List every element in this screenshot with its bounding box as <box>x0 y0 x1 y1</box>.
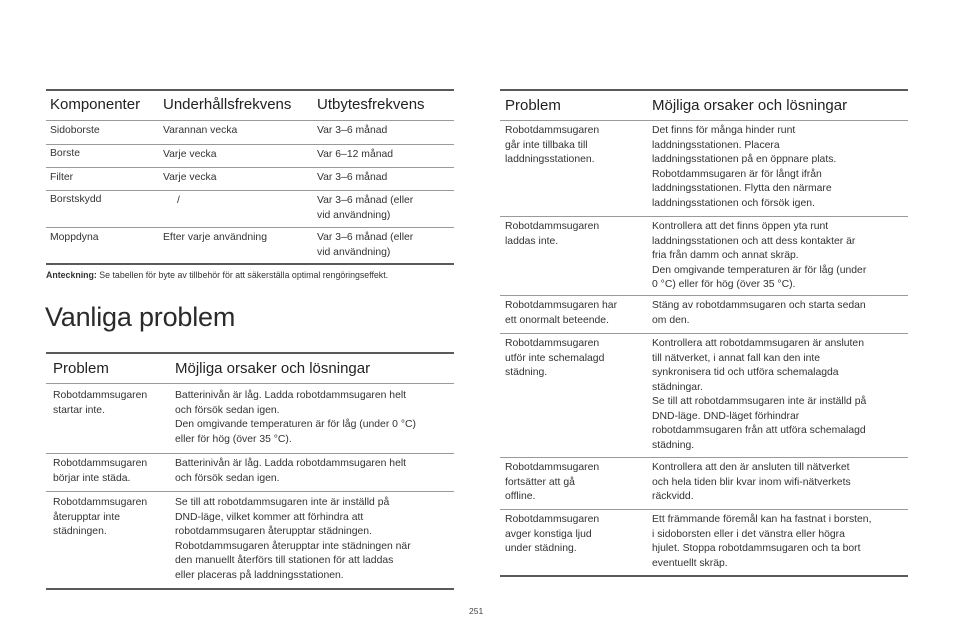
table-bottom-rule <box>46 588 454 590</box>
solution-cell: Kontrollera att den är ansluten till nätverket och hela tiden blir kvar inom wifi-nätverkets räckvidd. <box>652 462 851 502</box>
header-rule <box>46 383 454 384</box>
solution-cell: Stäng av robotdammsugaren och starta sedan om den. <box>652 300 866 326</box>
row-divider <box>46 144 454 145</box>
component-cell: Moppdyna <box>50 232 99 243</box>
solution-cell: Se till att robotdammsugaren inte är inställd på DND-läge, vilket kommer att förhindra att robotdammsugaren återupptar städningen. Robotdammsugaren återupptar inte städningen när den manuellt återförs till stationen för att laddas eller placeras på laddningsstationen. <box>175 497 411 581</box>
header-rule <box>46 120 454 121</box>
table-top-rule <box>500 89 908 91</box>
table-bottom-rule <box>46 263 454 265</box>
maintenance-cell: / <box>177 195 180 206</box>
section-title: Vanliga problem <box>45 302 236 332</box>
replacement-cell: Var 3–6 månad <box>317 172 388 183</box>
component-cell: Borstskydd <box>50 194 102 205</box>
replacement-cell: Var 3–6 månad <box>317 125 388 136</box>
solution-cell: Kontrollera att robotdammsugaren är ansluten till nätverket, i annat fall kan den inte synkronisera tid och utföra schemalagda städningar. Se till att robotdammsugaren inte är inställd på DND-läge. DND-läget förhindrar robotdammsugaren från att utföra schemalagd städning. <box>652 338 867 451</box>
solution-cell: Batterinivån är låg. Ladda robotdammsugaren helt och försök sedan igen. Den omgivande temperaturen är för låg (under 0 °C) eller för hög (över 35 °C). <box>175 390 416 445</box>
row-divider <box>500 333 908 334</box>
problem-cell: Robotdammsugaren avger konstiga ljud under städning. <box>505 514 600 554</box>
problem-cell: Robotdammsugaren utför inte schemalagd städning. <box>505 338 605 378</box>
problem-cell: Robotdammsugaren går inte tillbaka till laddningsstationen. <box>505 125 600 165</box>
table-bottom-rule <box>500 575 908 577</box>
component-cell: Filter <box>50 172 74 183</box>
solution-cell: Batterinivån är låg. Ladda robotdammsugaren helt och försök sedan igen. <box>175 458 407 484</box>
row-divider <box>46 190 454 191</box>
problem-cell: Robotdammsugaren börjar inte städa. <box>53 458 148 484</box>
replacement-cell: Var 6–12 månad <box>317 149 394 160</box>
problem-cell: Robotdammsugaren fortsätter att gå offline. <box>505 462 600 502</box>
header-solutions: Möjliga orsaker och lösningar <box>175 360 371 377</box>
solution-cell: Ett främmande föremål kan ha fastnat i borsten, i sidoborsten eller i det vänstra eller högra hjulet. Stoppa robotdammsugaren och ta bort eventuellt skräp. <box>652 514 872 569</box>
header-komponenter: Komponenter <box>50 96 141 113</box>
row-divider <box>500 216 908 217</box>
maintenance-cell: Varje vecka <box>163 149 217 160</box>
solution-cell: Det finns för många hinder runt laddningsstationen. Placera laddningsstationen på en öppnare plats. Robotdammsugaren är för långt ifrån laddningsstationen. Flytta den närmare laddningsstationen och försök igen. <box>652 125 837 209</box>
row-divider <box>46 491 454 492</box>
component-cell: Borste <box>50 148 81 159</box>
maintenance-cell: Varje vecka <box>163 172 217 183</box>
page-number: 251 <box>469 606 484 616</box>
solution-cell: Kontrollera att det finns öppen yta runt laddningsstationen och att dess kontakter är fria från damm och annat skräp. Den omgivande temperaturen är för låg (under 0 °C) eller för hög (över 35 °C). <box>652 221 867 290</box>
header-utbytesfrekvens: Utbytesfrekvens <box>317 96 425 113</box>
row-divider <box>46 167 454 168</box>
header-solutions: Möjliga orsaker och lösningar <box>652 97 848 114</box>
maintenance-cell: Efter varje användning <box>163 232 267 243</box>
table-top-rule <box>46 89 454 91</box>
maintenance-cell: Varannan vecka <box>163 125 238 136</box>
row-divider <box>500 295 908 296</box>
row-divider <box>500 457 908 458</box>
replacement-cell: Var 3–6 månad (eller vid användning) <box>317 232 414 258</box>
problem-cell: Robotdammsugaren har ett onormalt beteende. <box>505 300 618 326</box>
row-divider <box>500 509 908 510</box>
table-note: Anteckning: Se tabellen för byte av tillbehör för att säkerställa optimal rengöringseffekt. <box>46 270 389 280</box>
replacement-cell: Var 3–6 månad (eller vid användning) <box>317 195 414 221</box>
problem-cell: Robotdammsugaren återupptar inte städningen. <box>53 497 148 537</box>
row-divider <box>46 227 454 228</box>
row-divider <box>46 453 454 454</box>
header-problem: Problem <box>53 360 109 377</box>
problem-cell: Robotdammsugaren laddas inte. <box>505 221 600 247</box>
header-underhallsfrekvens: Underhållsfrekvens <box>163 96 292 113</box>
header-rule <box>500 120 908 121</box>
component-cell: Sidoborste <box>50 125 100 136</box>
problem-cell: Robotdammsugaren startar inte. <box>53 390 148 416</box>
table-top-rule <box>46 352 454 354</box>
header-problem: Problem <box>505 97 561 114</box>
